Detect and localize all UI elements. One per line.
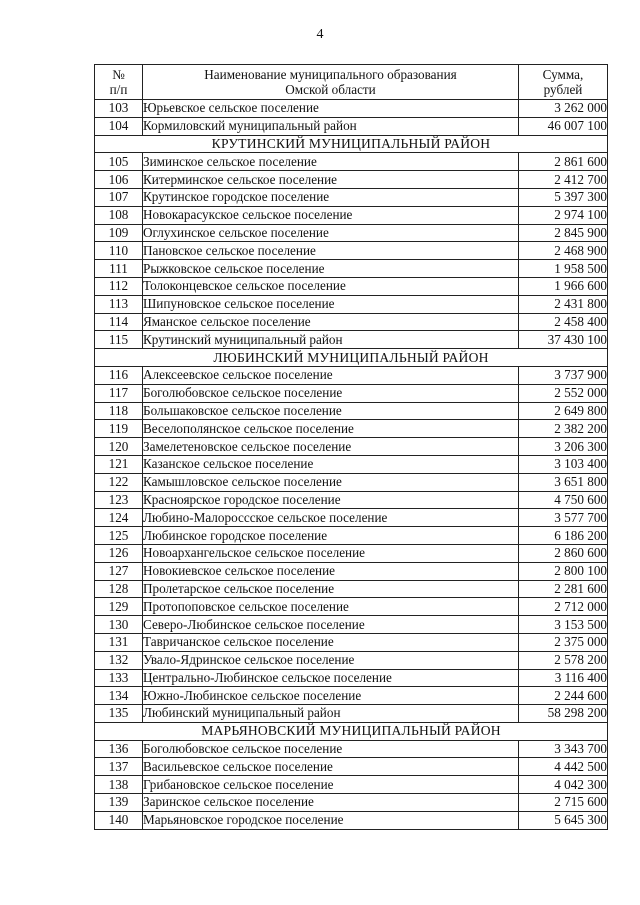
municipality-name: Заринское сельское поселение xyxy=(143,794,519,812)
row-number: 139 xyxy=(95,794,143,812)
municipality-name: Южно-Любинское сельское поселение xyxy=(143,687,519,705)
table-row xyxy=(95,651,608,669)
table-row xyxy=(95,455,608,473)
table-row xyxy=(95,366,608,384)
table-row xyxy=(95,188,608,206)
municipality-name: Яманское сельское поселение xyxy=(143,313,519,331)
table-row xyxy=(95,331,608,349)
table-row xyxy=(95,598,608,616)
page-number: 4 xyxy=(316,27,324,42)
table-row xyxy=(95,384,608,402)
header-num xyxy=(95,65,143,100)
amount: 2 431 800 xyxy=(519,295,608,313)
table-row xyxy=(95,562,608,580)
row-number: 124 xyxy=(95,509,143,527)
district-heading: ЛЮБИНСКИЙ МУНИЦИПАЛЬНЫЙ РАЙОН xyxy=(95,349,608,367)
table-row xyxy=(95,420,608,438)
amount: 6 186 200 xyxy=(519,527,608,545)
row-number: 112 xyxy=(95,277,143,295)
table-row xyxy=(95,224,608,242)
amount: 5 645 300 xyxy=(519,811,608,829)
table-body xyxy=(95,100,608,830)
municipality-name: Шипуновское сельское поселение xyxy=(143,295,519,313)
row-number: 136 xyxy=(95,740,143,758)
table-row xyxy=(95,260,608,278)
district-row xyxy=(95,722,608,740)
amount: 3 206 300 xyxy=(519,438,608,456)
row-number: 113 xyxy=(95,295,143,313)
table-row xyxy=(95,580,608,598)
amount: 3 262 000 xyxy=(519,100,608,118)
table-row xyxy=(95,687,608,705)
header-num-line1: № xyxy=(112,67,125,82)
amount: 2 715 600 xyxy=(519,794,608,812)
row-number: 126 xyxy=(95,544,143,562)
amount: 2 468 900 xyxy=(519,242,608,260)
municipality-name: Крутинское городское поселение xyxy=(143,188,519,206)
municipality-name: Казанское сельское поселение xyxy=(143,455,519,473)
table-row xyxy=(95,171,608,189)
row-number: 137 xyxy=(95,758,143,776)
amount: 2 974 100 xyxy=(519,206,608,224)
table-row xyxy=(95,117,608,135)
table-row xyxy=(95,100,608,118)
municipality-name: Грибановское сельское поселение xyxy=(143,776,519,794)
row-number: 127 xyxy=(95,562,143,580)
municipality-name: Северо-Любинское сельское поселение xyxy=(143,616,519,634)
row-number: 116 xyxy=(95,366,143,384)
row-number: 109 xyxy=(95,224,143,242)
row-number: 129 xyxy=(95,598,143,616)
subsidy-table xyxy=(94,64,608,830)
amount: 2 800 100 xyxy=(519,562,608,580)
municipality-name: Замелетеновское сельское поселение xyxy=(143,438,519,456)
amount: 3 153 500 xyxy=(519,616,608,634)
table-row xyxy=(95,794,608,812)
amount: 2 860 600 xyxy=(519,544,608,562)
row-number: 120 xyxy=(95,438,143,456)
table-row xyxy=(95,277,608,295)
amount: 2 412 700 xyxy=(519,171,608,189)
table-row xyxy=(95,669,608,687)
header-sum xyxy=(519,65,608,100)
row-number: 114 xyxy=(95,313,143,331)
district-heading: КРУТИНСКИЙ МУНИЦИПАЛЬНЫЙ РАЙОН xyxy=(95,135,608,153)
row-number: 138 xyxy=(95,776,143,794)
header-sum-line2: рублей xyxy=(543,82,583,97)
row-number: 128 xyxy=(95,580,143,598)
row-number: 122 xyxy=(95,473,143,491)
municipality-name: Новоархангельское сельское поселение xyxy=(143,544,519,562)
table-row xyxy=(95,509,608,527)
table-header xyxy=(95,65,608,100)
amount: 4 750 600 xyxy=(519,491,608,509)
amount: 1 966 600 xyxy=(519,277,608,295)
municipality-name: Рыжковское сельское поселение xyxy=(143,260,519,278)
municipality-name: Красноярское городское поселение xyxy=(143,491,519,509)
row-number: 107 xyxy=(95,188,143,206)
municipality-name: Пролетарское сельское поселение xyxy=(143,580,519,598)
table-row xyxy=(95,295,608,313)
table-row xyxy=(95,811,608,829)
municipality-name: Большаковское сельское поселение xyxy=(143,402,519,420)
amount: 37 430 100 xyxy=(519,331,608,349)
row-number: 121 xyxy=(95,455,143,473)
row-number: 140 xyxy=(95,811,143,829)
amount: 4 042 300 xyxy=(519,776,608,794)
amount: 3 116 400 xyxy=(519,669,608,687)
row-number: 103 xyxy=(95,100,143,118)
amount: 3 737 900 xyxy=(519,366,608,384)
amount: 58 298 200 xyxy=(519,705,608,723)
table-row xyxy=(95,776,608,794)
amount: 3 651 800 xyxy=(519,473,608,491)
amount: 2 458 400 xyxy=(519,313,608,331)
amount: 2 861 600 xyxy=(519,153,608,171)
municipality-name: Увало-Ядринское сельское поселение xyxy=(143,651,519,669)
header-num-line2: п/п xyxy=(109,82,128,97)
municipality-name: Веселополянское сельское поселение xyxy=(143,420,519,438)
row-number: 134 xyxy=(95,687,143,705)
header-name-line1: Наименование муниципального образования xyxy=(204,67,457,82)
amount: 2 382 200 xyxy=(519,420,608,438)
header-sum-line1: Сумма, xyxy=(542,67,584,82)
table-row xyxy=(95,544,608,562)
row-number: 133 xyxy=(95,669,143,687)
municipality-name: Боголюбовское сельское поселение xyxy=(143,740,519,758)
municipality-name: Алексеевское сельское поселение xyxy=(143,366,519,384)
row-number: 132 xyxy=(95,651,143,669)
table-row xyxy=(95,242,608,260)
table-row xyxy=(95,438,608,456)
table-row xyxy=(95,633,608,651)
municipality-name: Протопоповское сельское поселение xyxy=(143,598,519,616)
amount: 2 649 800 xyxy=(519,402,608,420)
row-number: 104 xyxy=(95,117,143,135)
row-number: 106 xyxy=(95,171,143,189)
amount: 1 958 500 xyxy=(519,260,608,278)
district-row xyxy=(95,349,608,367)
amount: 2 375 000 xyxy=(519,633,608,651)
municipality-name: Китерминское сельское поселение xyxy=(143,171,519,189)
municipality-name: Любинский муниципальный район xyxy=(143,705,519,723)
municipality-name: Любино-Малороссское сельское поселение xyxy=(143,509,519,527)
row-number: 119 xyxy=(95,420,143,438)
municipality-name: Пановское сельское поселение xyxy=(143,242,519,260)
table-row xyxy=(95,527,608,545)
row-number: 108 xyxy=(95,206,143,224)
table-row xyxy=(95,491,608,509)
table-row xyxy=(95,758,608,776)
table-row xyxy=(95,402,608,420)
table-row xyxy=(95,473,608,491)
table-row xyxy=(95,206,608,224)
municipality-name: Васильевское сельское поселение xyxy=(143,758,519,776)
amount: 2 552 000 xyxy=(519,384,608,402)
row-number: 123 xyxy=(95,491,143,509)
municipality-name: Боголюбовское сельское поселение xyxy=(143,384,519,402)
row-number: 130 xyxy=(95,616,143,634)
amount: 3 577 700 xyxy=(519,509,608,527)
amount: 2 845 900 xyxy=(519,224,608,242)
amount: 46 007 100 xyxy=(519,117,608,135)
table-row xyxy=(95,740,608,758)
table-row xyxy=(95,616,608,634)
municipality-name: Кормиловский муниципальный район xyxy=(143,117,519,135)
row-number: 118 xyxy=(95,402,143,420)
municipality-name: Юрьевское сельское поселение xyxy=(143,100,519,118)
municipality-name: Новокарасукское сельское поселение xyxy=(143,206,519,224)
amount: 4 442 500 xyxy=(519,758,608,776)
amount: 2 281 600 xyxy=(519,580,608,598)
amount: 3 343 700 xyxy=(519,740,608,758)
municipality-name: Оглухинское сельское поселение xyxy=(143,224,519,242)
municipality-name: Центрально-Любинское сельское поселение xyxy=(143,669,519,687)
municipality-name: Камышловское сельское поселение xyxy=(143,473,519,491)
header-name xyxy=(143,65,519,100)
row-number: 131 xyxy=(95,633,143,651)
district-row xyxy=(95,135,608,153)
row-number: 115 xyxy=(95,331,143,349)
row-number: 110 xyxy=(95,242,143,260)
amount: 2 244 600 xyxy=(519,687,608,705)
municipality-name: Марьяновское городское поселение xyxy=(143,811,519,829)
amount: 2 712 000 xyxy=(519,598,608,616)
table-row xyxy=(95,153,608,171)
amount: 2 578 200 xyxy=(519,651,608,669)
municipality-name: Зиминское сельское поселение xyxy=(143,153,519,171)
municipality-name: Крутинский муниципальный район xyxy=(143,331,519,349)
district-heading: МАРЬЯНОВСКИЙ МУНИЦИПАЛЬНЫЙ РАЙОН xyxy=(95,722,608,740)
municipality-name: Новокиевское сельское поселение xyxy=(143,562,519,580)
header-name-line2: Омской области xyxy=(285,82,376,97)
row-number: 117 xyxy=(95,384,143,402)
table-row xyxy=(95,313,608,331)
row-number: 125 xyxy=(95,527,143,545)
municipality-name: Любинское городское поселение xyxy=(143,527,519,545)
table-row xyxy=(95,705,608,723)
row-number: 135 xyxy=(95,705,143,723)
amount: 5 397 300 xyxy=(519,188,608,206)
row-number: 111 xyxy=(95,260,143,278)
row-number: 105 xyxy=(95,153,143,171)
municipality-name: Толоконцевское сельское поселение xyxy=(143,277,519,295)
municipality-name: Тавричанское сельское поселение xyxy=(143,633,519,651)
amount: 3 103 400 xyxy=(519,455,608,473)
